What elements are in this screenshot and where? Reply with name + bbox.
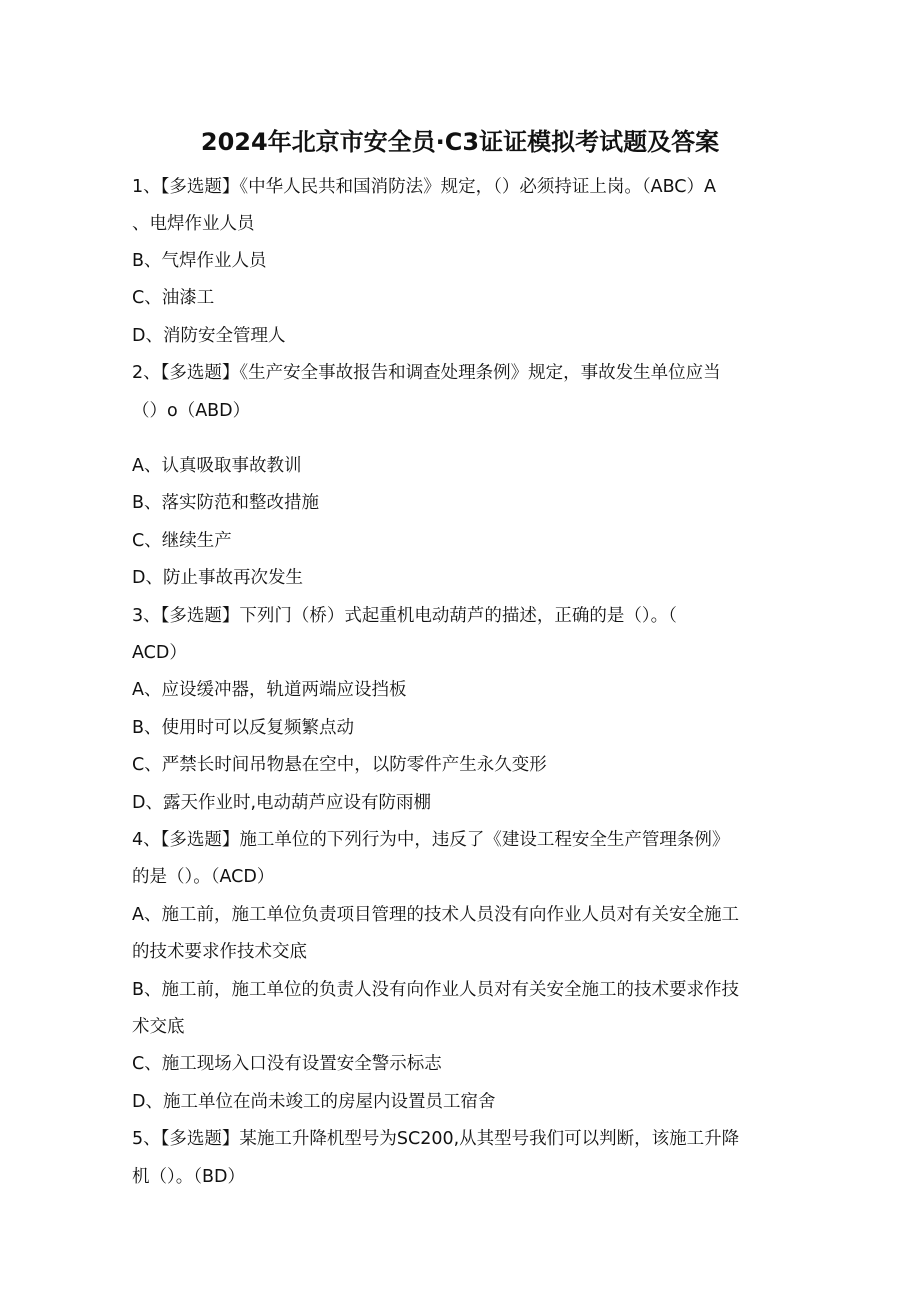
text-line: C、施工现场入口没有设置安全警示标志 <box>132 1054 442 1074</box>
text-line: C、严禁长时间吊物悬在空中，以防零件产生永久变形 <box>132 755 547 775</box>
text-line: A、施工前，施工单位负责项目管理的技术人员没有向作业人员对有关安全施工 <box>132 905 739 925</box>
document-title: 2024年北京市安全员·C3证证模拟考试题及答案 <box>200 128 720 156</box>
text-line: 的是（）。（ACD） <box>132 867 275 887</box>
text-line: D、施工单位在尚未竣工的房屋内设置员工宿舍 <box>132 1092 496 1112</box>
text-line: B、落实防范和整改措施 <box>132 493 320 513</box>
text-line: C、继续生产 <box>132 531 232 551</box>
text-line: 3、【多选题】下列门（桥）式起重机电动葫芦的描述，正确的是（）。（ <box>132 606 677 626</box>
text-line: D、露天作业时,电动葫芦应设有防雨棚 <box>132 793 432 813</box>
text-line: A、应设缓冲器，轨道两端应设挡板 <box>132 680 407 700</box>
text-line: （）o（ABD） <box>132 401 251 421</box>
text-line: 4、【多选题】施工单位的下列行为中，违反了《建设工程安全生产管理条例》 <box>132 830 730 850</box>
text-line: C、油漆工 <box>132 288 215 308</box>
text-line: 、电焊作业人员 <box>132 214 255 234</box>
text-line: B、气焊作业人员 <box>132 251 267 271</box>
text-line: D、防止事故再次发生 <box>132 568 303 588</box>
text-line: ACD） <box>132 643 187 663</box>
text-line: 的技术要求作技术交底 <box>132 942 307 962</box>
text-line: 术交底 <box>132 1017 185 1037</box>
text-line: B、施工前，施工单位的负责人没有向作业人员对有关安全施工的技术要求作技 <box>132 980 740 1000</box>
text-line: B、使用时可以反复频繁点动 <box>132 718 355 738</box>
text-line: A、认真吸取事故教训 <box>132 456 302 476</box>
text-line: 1、【多选题】《中华人民共和国消防法》规定，（）必须持证上岗。（ABC）A <box>132 177 716 197</box>
text-line: 5、【多选题】某施工升降机型号为SC200,从其型号我们可以判断，该施工升降 <box>132 1129 740 1149</box>
text-line: 机（）。（BD） <box>132 1167 245 1187</box>
text-line: 2、【多选题】《生产安全事故报告和调查处理条例》规定，事故发生单位应当 <box>132 363 721 383</box>
text-line: D、消防安全管理人 <box>132 326 286 346</box>
